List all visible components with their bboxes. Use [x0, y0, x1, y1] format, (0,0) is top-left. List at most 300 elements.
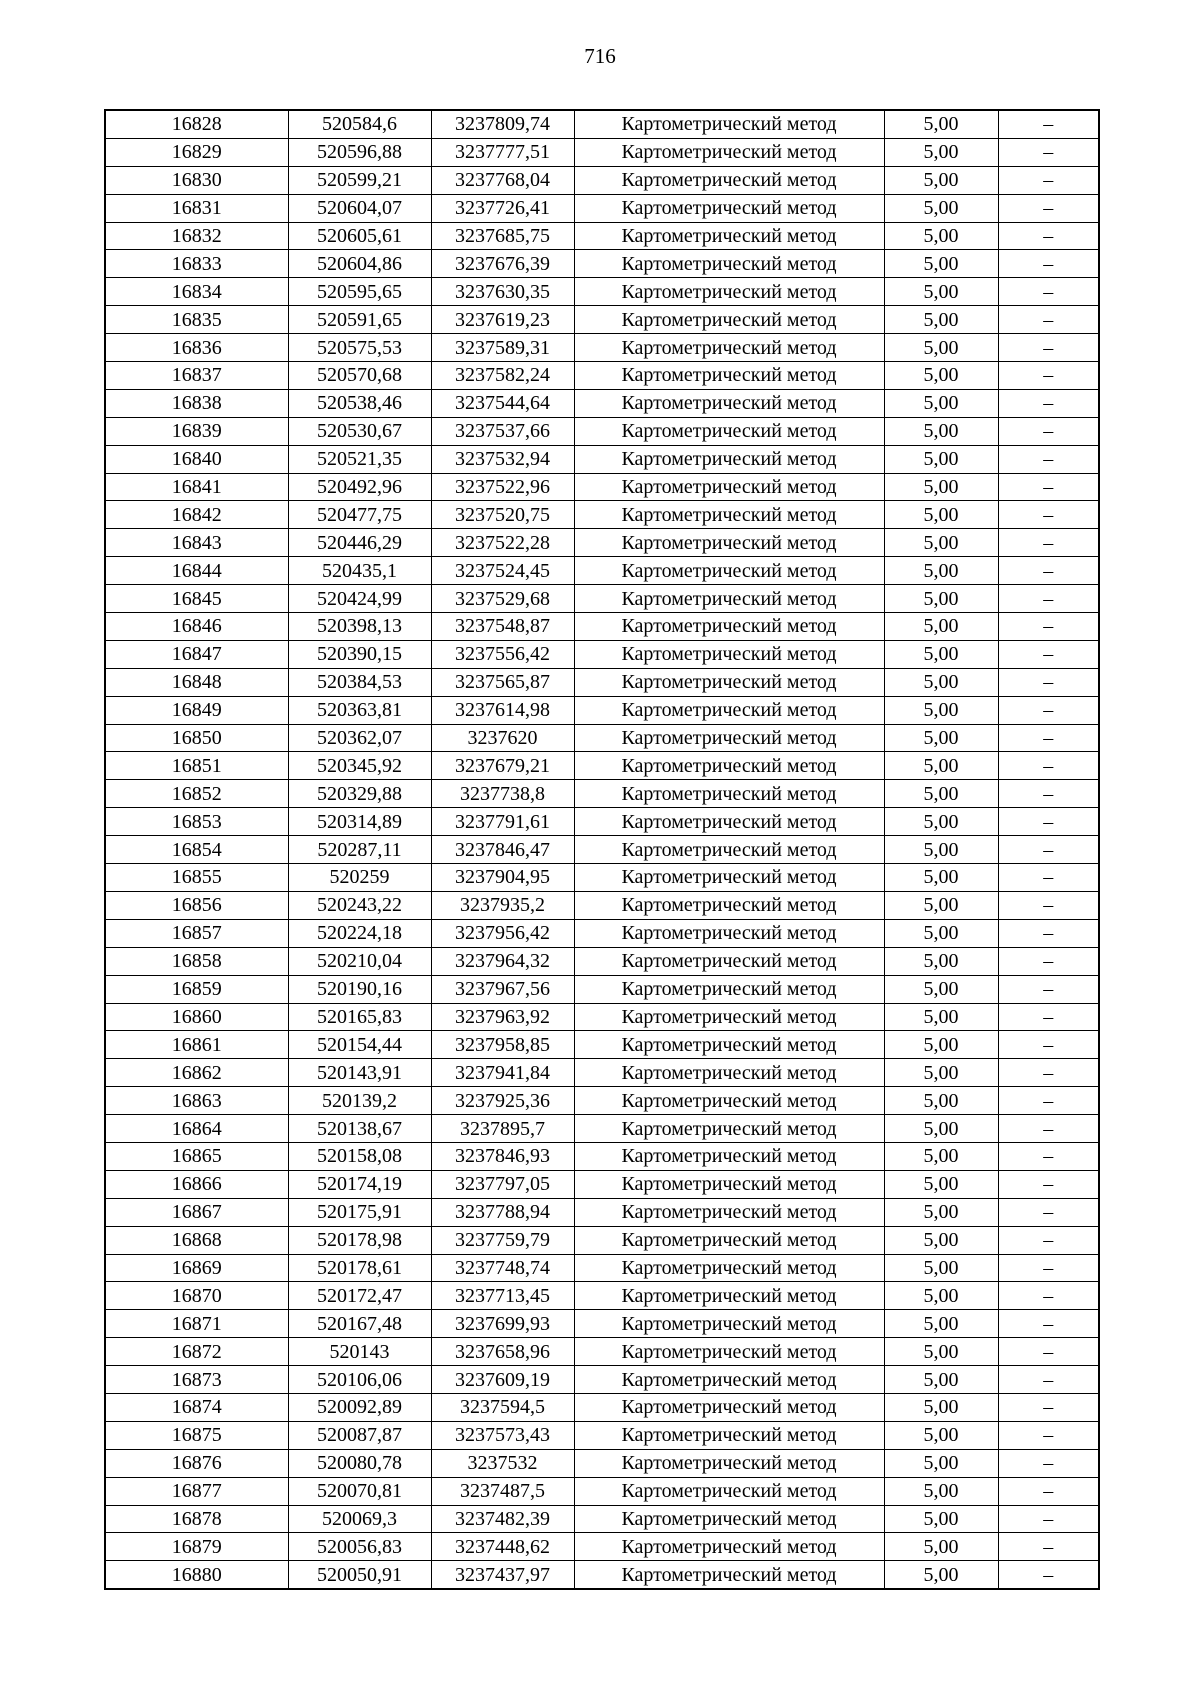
table-row — [105, 362, 1099, 390]
accuracy-cell: 5,00 — [884, 919, 998, 947]
y-coordinate-cell: 3237532 — [431, 1449, 574, 1477]
method-cell: Картометрический метод — [574, 1226, 884, 1254]
point-number-cell: 16843 — [105, 529, 288, 557]
y-coordinate-cell: 3237768,04 — [431, 166, 574, 194]
description-cell: – — [998, 780, 1099, 808]
y-coordinate-cell: 3237925,36 — [431, 1087, 574, 1115]
table-row — [105, 752, 1099, 780]
x-coordinate-cell: 520143 — [288, 1338, 431, 1366]
x-coordinate-cell: 520154,44 — [288, 1031, 431, 1059]
table-row — [105, 780, 1099, 808]
accuracy-cell: 5,00 — [884, 1282, 998, 1310]
method-cell: Картометрический метод — [574, 1449, 884, 1477]
point-number-cell: 16873 — [105, 1366, 288, 1394]
description-cell: – — [998, 1198, 1099, 1226]
table-row — [105, 529, 1099, 557]
y-coordinate-cell: 3237846,47 — [431, 836, 574, 864]
accuracy-cell: 5,00 — [884, 362, 998, 390]
y-coordinate-cell: 3237904,95 — [431, 864, 574, 892]
table-row — [105, 1533, 1099, 1561]
table-row — [105, 668, 1099, 696]
method-cell: Картометрический метод — [574, 473, 884, 501]
accuracy-cell: 5,00 — [884, 1087, 998, 1115]
accuracy-cell: 5,00 — [884, 836, 998, 864]
method-cell: Картометрический метод — [574, 278, 884, 306]
point-number-cell: 16834 — [105, 278, 288, 306]
point-number-cell: 16869 — [105, 1254, 288, 1282]
method-cell: Картометрический метод — [574, 1393, 884, 1421]
x-coordinate-cell: 520056,83 — [288, 1533, 431, 1561]
method-cell: Картометрический метод — [574, 1338, 884, 1366]
x-coordinate-cell: 520599,21 — [288, 166, 431, 194]
accuracy-cell: 5,00 — [884, 1310, 998, 1338]
method-cell: Картометрический метод — [574, 891, 884, 919]
table-row — [105, 975, 1099, 1003]
description-cell: – — [998, 278, 1099, 306]
point-number-cell: 16848 — [105, 668, 288, 696]
y-coordinate-cell: 3237544,64 — [431, 389, 574, 417]
description-cell: – — [998, 947, 1099, 975]
description-cell: – — [998, 473, 1099, 501]
description-cell: – — [998, 975, 1099, 1003]
description-cell: – — [998, 389, 1099, 417]
table-row — [105, 1421, 1099, 1449]
method-cell: Картометрический метод — [574, 919, 884, 947]
point-number-cell: 16878 — [105, 1505, 288, 1533]
method-cell: Картометрический метод — [574, 389, 884, 417]
y-coordinate-cell: 3237958,85 — [431, 1031, 574, 1059]
accuracy-cell: 5,00 — [884, 166, 998, 194]
accuracy-cell: 5,00 — [884, 417, 998, 445]
y-coordinate-cell: 3237609,19 — [431, 1366, 574, 1394]
x-coordinate-cell: 520521,35 — [288, 445, 431, 473]
description-cell: – — [998, 417, 1099, 445]
table-row — [105, 919, 1099, 947]
x-coordinate-cell: 520345,92 — [288, 752, 431, 780]
x-coordinate-cell: 520446,29 — [288, 529, 431, 557]
description-cell: – — [998, 1003, 1099, 1031]
method-cell: Картометрический метод — [574, 138, 884, 166]
table-row — [105, 1031, 1099, 1059]
table-row — [105, 1449, 1099, 1477]
point-number-cell: 16868 — [105, 1226, 288, 1254]
x-coordinate-cell: 520172,47 — [288, 1282, 431, 1310]
x-coordinate-cell: 520424,99 — [288, 585, 431, 613]
point-number-cell: 16832 — [105, 222, 288, 250]
description-cell: – — [998, 1170, 1099, 1198]
table-row — [105, 278, 1099, 306]
x-coordinate-cell: 520287,11 — [288, 836, 431, 864]
x-coordinate-cell: 520143,91 — [288, 1059, 431, 1087]
point-number-cell: 16845 — [105, 585, 288, 613]
method-cell: Картометрический метод — [574, 557, 884, 585]
point-number-cell: 16876 — [105, 1449, 288, 1477]
y-coordinate-cell: 3237619,23 — [431, 306, 574, 334]
point-number-cell: 16867 — [105, 1198, 288, 1226]
y-coordinate-cell: 3237895,7 — [431, 1115, 574, 1143]
x-coordinate-cell: 520092,89 — [288, 1393, 431, 1421]
x-coordinate-cell: 520243,22 — [288, 891, 431, 919]
x-coordinate-cell: 520384,53 — [288, 668, 431, 696]
y-coordinate-cell: 3237524,45 — [431, 557, 574, 585]
x-coordinate-cell: 520390,15 — [288, 640, 431, 668]
table-row — [105, 194, 1099, 222]
y-coordinate-cell: 3237788,94 — [431, 1198, 574, 1226]
x-coordinate-cell: 520570,68 — [288, 362, 431, 390]
description-cell: – — [998, 138, 1099, 166]
x-coordinate-cell: 520492,96 — [288, 473, 431, 501]
method-cell: Картометрический метод — [574, 947, 884, 975]
accuracy-cell: 5,00 — [884, 1449, 998, 1477]
x-coordinate-cell: 520050,91 — [288, 1561, 431, 1589]
method-cell: Картометрический метод — [574, 864, 884, 892]
coordinates-table — [104, 109, 1100, 1590]
description-cell: – — [998, 194, 1099, 222]
description-cell: – — [998, 1031, 1099, 1059]
x-coordinate-cell: 520106,06 — [288, 1366, 431, 1394]
method-cell: Картометрический метод — [574, 975, 884, 1003]
description-cell: – — [998, 1366, 1099, 1394]
x-coordinate-cell: 520477,75 — [288, 501, 431, 529]
accuracy-cell: 5,00 — [884, 864, 998, 892]
description-cell: – — [998, 1449, 1099, 1477]
description-cell: – — [998, 250, 1099, 278]
accuracy-cell: 5,00 — [884, 110, 998, 138]
description-cell: – — [998, 668, 1099, 696]
accuracy-cell: 5,00 — [884, 1561, 998, 1589]
x-coordinate-cell: 520530,67 — [288, 417, 431, 445]
table-row — [105, 250, 1099, 278]
method-cell: Картометрический метод — [574, 1505, 884, 1533]
point-number-cell: 16857 — [105, 919, 288, 947]
description-cell: – — [998, 891, 1099, 919]
table-row — [105, 640, 1099, 668]
accuracy-cell: 5,00 — [884, 613, 998, 641]
method-cell: Картометрический метод — [574, 1142, 884, 1170]
table-row — [105, 613, 1099, 641]
point-number-cell: 16865 — [105, 1142, 288, 1170]
y-coordinate-cell: 3237738,8 — [431, 780, 574, 808]
y-coordinate-cell: 3237565,87 — [431, 668, 574, 696]
table-row — [105, 947, 1099, 975]
method-cell: Картометрический метод — [574, 1031, 884, 1059]
table-row — [105, 1561, 1099, 1589]
accuracy-cell: 5,00 — [884, 668, 998, 696]
x-coordinate-cell: 520210,04 — [288, 947, 431, 975]
point-number-cell: 16829 — [105, 138, 288, 166]
y-coordinate-cell: 3237658,96 — [431, 1338, 574, 1366]
accuracy-cell: 5,00 — [884, 752, 998, 780]
method-cell: Картометрический метод — [574, 445, 884, 473]
point-number-cell: 16854 — [105, 836, 288, 864]
description-cell: – — [998, 501, 1099, 529]
method-cell: Картометрический метод — [574, 334, 884, 362]
point-number-cell: 16853 — [105, 808, 288, 836]
description-cell: – — [998, 1533, 1099, 1561]
description-cell: – — [998, 585, 1099, 613]
y-coordinate-cell: 3237573,43 — [431, 1421, 574, 1449]
description-cell: – — [998, 1254, 1099, 1282]
accuracy-cell: 5,00 — [884, 1198, 998, 1226]
method-cell: Картометрический метод — [574, 1282, 884, 1310]
point-number-cell: 16872 — [105, 1338, 288, 1366]
table-row — [105, 864, 1099, 892]
point-number-cell: 16846 — [105, 613, 288, 641]
point-number-cell: 16862 — [105, 1059, 288, 1087]
x-coordinate-cell: 520584,6 — [288, 110, 431, 138]
y-coordinate-cell: 3237532,94 — [431, 445, 574, 473]
method-cell: Картометрический метод — [574, 1561, 884, 1589]
point-number-cell: 16870 — [105, 1282, 288, 1310]
y-coordinate-cell: 3237846,93 — [431, 1142, 574, 1170]
accuracy-cell: 5,00 — [884, 250, 998, 278]
table-row — [105, 1226, 1099, 1254]
accuracy-cell: 5,00 — [884, 1505, 998, 1533]
x-coordinate-cell: 520362,07 — [288, 724, 431, 752]
x-coordinate-cell: 520139,2 — [288, 1087, 431, 1115]
y-coordinate-cell: 3237699,93 — [431, 1310, 574, 1338]
x-coordinate-cell: 520363,81 — [288, 696, 431, 724]
accuracy-cell: 5,00 — [884, 306, 998, 334]
x-coordinate-cell: 520538,46 — [288, 389, 431, 417]
method-cell: Картометрический метод — [574, 808, 884, 836]
page-number: 716 — [584, 44, 616, 68]
x-coordinate-cell: 520575,53 — [288, 334, 431, 362]
method-cell: Картометрический метод — [574, 1533, 884, 1561]
accuracy-cell: 5,00 — [884, 1366, 998, 1394]
table-row — [105, 1338, 1099, 1366]
table-row — [105, 445, 1099, 473]
description-cell: – — [998, 529, 1099, 557]
method-cell: Картометрический метод — [574, 1059, 884, 1087]
description-cell: – — [998, 1087, 1099, 1115]
point-number-cell: 16880 — [105, 1561, 288, 1589]
x-coordinate-cell: 520069,3 — [288, 1505, 431, 1533]
description-cell: – — [998, 166, 1099, 194]
accuracy-cell: 5,00 — [884, 585, 998, 613]
y-coordinate-cell: 3237748,74 — [431, 1254, 574, 1282]
x-coordinate-cell: 520329,88 — [288, 780, 431, 808]
description-cell: – — [998, 919, 1099, 947]
method-cell: Картометрический метод — [574, 1115, 884, 1143]
y-coordinate-cell: 3237791,61 — [431, 808, 574, 836]
x-coordinate-cell: 520259 — [288, 864, 431, 892]
accuracy-cell: 5,00 — [884, 947, 998, 975]
y-coordinate-cell: 3237529,68 — [431, 585, 574, 613]
accuracy-cell: 5,00 — [884, 1059, 998, 1087]
point-number-cell: 16859 — [105, 975, 288, 1003]
x-coordinate-cell: 520591,65 — [288, 306, 431, 334]
method-cell: Картометрический метод — [574, 1366, 884, 1394]
description-cell: – — [998, 640, 1099, 668]
description-cell: – — [998, 445, 1099, 473]
x-coordinate-cell: 520158,08 — [288, 1142, 431, 1170]
table-row — [105, 389, 1099, 417]
table-row — [105, 501, 1099, 529]
table-row — [105, 808, 1099, 836]
description-cell: – — [998, 110, 1099, 138]
point-number-cell: 16855 — [105, 864, 288, 892]
y-coordinate-cell: 3237630,35 — [431, 278, 574, 306]
accuracy-cell: 5,00 — [884, 389, 998, 417]
y-coordinate-cell: 3237935,2 — [431, 891, 574, 919]
method-cell: Картометрический метод — [574, 724, 884, 752]
description-cell: – — [998, 306, 1099, 334]
accuracy-cell: 5,00 — [884, 780, 998, 808]
accuracy-cell: 5,00 — [884, 194, 998, 222]
table-row — [105, 1282, 1099, 1310]
table-row — [105, 222, 1099, 250]
table-row — [105, 1505, 1099, 1533]
point-number-cell: 16838 — [105, 389, 288, 417]
point-number-cell: 16864 — [105, 1115, 288, 1143]
x-coordinate-cell: 520080,78 — [288, 1449, 431, 1477]
accuracy-cell: 5,00 — [884, 1338, 998, 1366]
point-number-cell: 16863 — [105, 1087, 288, 1115]
x-coordinate-cell: 520605,61 — [288, 222, 431, 250]
description-cell: – — [998, 1142, 1099, 1170]
description-cell: – — [998, 1505, 1099, 1533]
table-row — [105, 557, 1099, 585]
accuracy-cell: 5,00 — [884, 696, 998, 724]
description-cell: – — [998, 696, 1099, 724]
point-number-cell: 16877 — [105, 1477, 288, 1505]
y-coordinate-cell: 3237967,56 — [431, 975, 574, 1003]
point-number-cell: 16828 — [105, 110, 288, 138]
x-coordinate-cell: 520174,19 — [288, 1170, 431, 1198]
table-row — [105, 1059, 1099, 1087]
y-coordinate-cell: 3237964,32 — [431, 947, 574, 975]
accuracy-cell: 5,00 — [884, 278, 998, 306]
y-coordinate-cell: 3237713,45 — [431, 1282, 574, 1310]
description-cell: – — [998, 1338, 1099, 1366]
y-coordinate-cell: 3237487,5 — [431, 1477, 574, 1505]
method-cell: Картометрический метод — [574, 306, 884, 334]
y-coordinate-cell: 3237448,62 — [431, 1533, 574, 1561]
description-cell: – — [998, 1310, 1099, 1338]
description-cell: – — [998, 752, 1099, 780]
point-number-cell: 16847 — [105, 640, 288, 668]
y-coordinate-cell: 3237614,98 — [431, 696, 574, 724]
method-cell: Картометрический метод — [574, 780, 884, 808]
description-cell: – — [998, 1059, 1099, 1087]
y-coordinate-cell: 3237537,66 — [431, 417, 574, 445]
table-row — [105, 473, 1099, 501]
accuracy-cell: 5,00 — [884, 1477, 998, 1505]
x-coordinate-cell: 520604,07 — [288, 194, 431, 222]
accuracy-cell: 5,00 — [884, 1031, 998, 1059]
method-cell: Картометрический метод — [574, 250, 884, 278]
description-cell: – — [998, 1477, 1099, 1505]
method-cell: Картометрический метод — [574, 1198, 884, 1226]
point-number-cell: 16851 — [105, 752, 288, 780]
point-number-cell: 16830 — [105, 166, 288, 194]
accuracy-cell: 5,00 — [884, 334, 998, 362]
description-cell: – — [998, 334, 1099, 362]
method-cell: Картометрический метод — [574, 110, 884, 138]
accuracy-cell: 5,00 — [884, 1254, 998, 1282]
point-number-cell: 16831 — [105, 194, 288, 222]
table-row — [105, 110, 1099, 138]
accuracy-cell: 5,00 — [884, 1170, 998, 1198]
table-row — [105, 1198, 1099, 1226]
x-coordinate-cell: 520398,13 — [288, 613, 431, 641]
description-cell: – — [998, 557, 1099, 585]
x-coordinate-cell: 520138,67 — [288, 1115, 431, 1143]
accuracy-cell: 5,00 — [884, 501, 998, 529]
description-cell: – — [998, 724, 1099, 752]
accuracy-cell: 5,00 — [884, 557, 998, 585]
y-coordinate-cell: 3237726,41 — [431, 194, 574, 222]
y-coordinate-cell: 3237797,05 — [431, 1170, 574, 1198]
description-cell: – — [998, 1282, 1099, 1310]
method-cell: Картометрический метод — [574, 640, 884, 668]
table-row — [105, 724, 1099, 752]
description-cell: – — [998, 1115, 1099, 1143]
point-number-cell: 16852 — [105, 780, 288, 808]
point-number-cell: 16856 — [105, 891, 288, 919]
point-number-cell: 16861 — [105, 1031, 288, 1059]
y-coordinate-cell: 3237582,24 — [431, 362, 574, 390]
accuracy-cell: 5,00 — [884, 529, 998, 557]
accuracy-cell: 5,00 — [884, 1142, 998, 1170]
point-number-cell: 16874 — [105, 1393, 288, 1421]
table-row — [105, 1142, 1099, 1170]
point-number-cell: 16841 — [105, 473, 288, 501]
y-coordinate-cell: 3237548,87 — [431, 613, 574, 641]
table-row — [105, 1087, 1099, 1115]
y-coordinate-cell: 3237620 — [431, 724, 574, 752]
y-coordinate-cell: 3237941,84 — [431, 1059, 574, 1087]
accuracy-cell: 5,00 — [884, 445, 998, 473]
table-row — [105, 1477, 1099, 1505]
method-cell: Картометрический метод — [574, 417, 884, 445]
point-number-cell: 16835 — [105, 306, 288, 334]
description-cell: – — [998, 1393, 1099, 1421]
y-coordinate-cell: 3237685,75 — [431, 222, 574, 250]
y-coordinate-cell: 3237520,75 — [431, 501, 574, 529]
y-coordinate-cell: 3237963,92 — [431, 1003, 574, 1031]
method-cell: Картометрический метод — [574, 1170, 884, 1198]
method-cell: Картометрический метод — [574, 696, 884, 724]
y-coordinate-cell: 3237594,5 — [431, 1393, 574, 1421]
table-row — [105, 696, 1099, 724]
y-coordinate-cell: 3237759,79 — [431, 1226, 574, 1254]
method-cell: Картометрический метод — [574, 752, 884, 780]
y-coordinate-cell: 3237589,31 — [431, 334, 574, 362]
table-row — [105, 1393, 1099, 1421]
table-row — [105, 1310, 1099, 1338]
accuracy-cell: 5,00 — [884, 473, 998, 501]
table-row — [105, 1115, 1099, 1143]
y-coordinate-cell: 3237679,21 — [431, 752, 574, 780]
x-coordinate-cell: 520595,65 — [288, 278, 431, 306]
point-number-cell: 16871 — [105, 1310, 288, 1338]
method-cell: Картометрический метод — [574, 668, 884, 696]
point-number-cell: 16844 — [105, 557, 288, 585]
method-cell: Картометрический метод — [574, 362, 884, 390]
x-coordinate-cell: 520175,91 — [288, 1198, 431, 1226]
accuracy-cell: 5,00 — [884, 808, 998, 836]
description-cell: – — [998, 836, 1099, 864]
point-number-cell: 16842 — [105, 501, 288, 529]
table-row — [105, 891, 1099, 919]
accuracy-cell: 5,00 — [884, 640, 998, 668]
method-cell: Картометрический метод — [574, 1477, 884, 1505]
x-coordinate-cell: 520178,98 — [288, 1226, 431, 1254]
point-number-cell: 16879 — [105, 1533, 288, 1561]
method-cell: Картометрический метод — [574, 222, 884, 250]
